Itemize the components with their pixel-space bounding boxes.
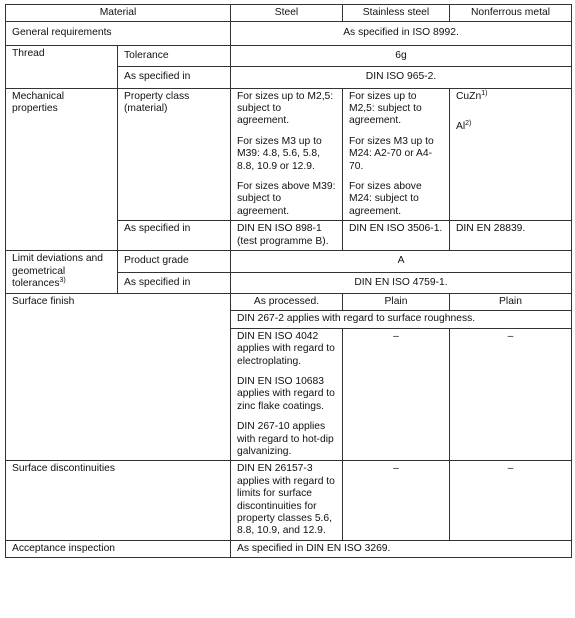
surface-finish-steel-top: As processed. — [231, 293, 343, 310]
mechanical-stainless-cell — [343, 88, 450, 221]
nonferrous-cuzn-text: CuZn — [456, 90, 482, 102]
surface-discontinuities-steel: DIN EN 26157-3 applies with regard to limits for surface discontinuities for property classes 5.6, 8.8, 10.9, and 12.9. — [231, 461, 343, 540]
thread-tolerance-row — [6, 45, 572, 66]
nonferrous-cuzn — [456, 91, 565, 103]
property-class-label: Property class (material) — [118, 88, 231, 221]
acceptance-inspection-label: Acceptance inspection — [6, 540, 231, 557]
thread-label: Thread — [6, 45, 118, 88]
thread-spec-label: As specified in — [118, 67, 231, 88]
surface-finish-stainless-top: Plain — [343, 293, 450, 310]
mechanical-spec-nonferrous: DIN EN 28839. — [450, 221, 572, 251]
surface-coatings-nonferrous-dash: – — [450, 328, 572, 461]
surface-finish-nonferrous-top: Plain — [450, 293, 572, 310]
surface-discontinuities-nonferrous-dash: – — [450, 461, 572, 540]
acceptance-inspection-row — [6, 540, 572, 557]
surface-discontinuities-stainless-dash: – — [343, 461, 450, 540]
mechanical-nonferrous-cell — [450, 88, 572, 221]
header-row — [6, 5, 572, 22]
acceptance-inspection-value: As specified in DIN EN ISO 3269. — [231, 540, 572, 557]
stainless-property-m3-to-m24: For sizes M3 up to M24: A2-70 or A4-70. — [349, 135, 434, 172]
surface-coatings-steel-cell — [231, 328, 343, 461]
general-requirements-value: As specified in ISO 8992. — [231, 22, 572, 45]
nonferrous-al-text: Al — [456, 121, 466, 133]
nonferrous-al — [456, 121, 565, 133]
product-grade-value: A — [231, 251, 572, 272]
requirements-table — [5, 4, 572, 558]
surface-finish-label: Surface finish — [6, 293, 231, 460]
product-grade-label: Product grade — [118, 251, 231, 272]
surface-discontinuities-row — [6, 461, 572, 540]
stainless-property-up-to-m2-5: For sizes up to M2,5: subject to agreement. — [349, 90, 422, 127]
limit-deviations-footnote: 3) — [59, 276, 66, 284]
mechanical-steel-cell — [231, 88, 343, 221]
nonferrous-cuzn-footnote: 1) — [481, 89, 488, 97]
mechanical-spec-label: As specified in — [118, 221, 231, 251]
surface-roughness-note: DIN 267-2 applies with regard to surface roughness. — [231, 311, 572, 328]
limit-spec-label: As specified in — [118, 272, 231, 293]
header-nonferrous-metal: Nonferrous metal — [450, 5, 572, 22]
surface-coatings-stainless-dash: – — [343, 328, 450, 461]
mechanical-properties-label: Mechanical properties — [6, 88, 118, 250]
thread-spec-value: DIN ISO 965-2. — [231, 67, 572, 88]
header-steel: Steel — [231, 5, 343, 22]
limit-deviations-text: Limit deviations and geometrical tolerances — [12, 253, 104, 289]
limit-spec-value: DIN EN ISO 4759-1. — [231, 272, 572, 293]
steel-property-up-to-m2-5: For sizes up to M2,5: subject to agreement. — [237, 90, 334, 127]
thread-tolerance-label: Tolerance — [118, 45, 231, 66]
steel-property-m3-to-m39: For sizes M3 up to M39: 4.8, 5.6, 5.8, 8.8, 10.9 or 12.9. — [237, 135, 322, 172]
coating-electroplating: DIN EN ISO 4042 applies with regard to electroplating. — [237, 330, 335, 367]
surface-discontinuities-label: Surface discontinuities — [6, 461, 231, 540]
thread-tolerance-value: 6g — [231, 45, 572, 66]
general-requirements-label: General requirements — [6, 22, 231, 45]
nonferrous-al-footnote: 2) — [465, 120, 472, 128]
header-stainless-steel: Stainless steel — [343, 5, 450, 22]
coating-zinc-flake: DIN EN ISO 10683 applies with regard to zinc flake coatings. — [237, 375, 335, 412]
mechanical-spec-stainless: DIN EN ISO 3506-1. — [343, 221, 450, 251]
steel-property-above-m39: For sizes above M39: subject to agreement. — [237, 181, 336, 217]
header-material: Material — [6, 5, 231, 22]
surface-finish-top-row — [6, 293, 572, 310]
mechanical-spec-steel: DIN EN ISO 898-1 (test programme B). — [231, 221, 343, 251]
limit-deviations-label — [6, 251, 118, 294]
limit-grade-row — [6, 251, 572, 272]
general-requirements-row — [6, 22, 572, 45]
mechanical-property-class-row — [6, 88, 572, 221]
stainless-property-above-m24: For sizes above M24: subject to agreement. — [349, 181, 422, 217]
coating-hot-dip: DIN 267-10 applies with regard to hot-dip galvanizing. — [237, 421, 334, 457]
